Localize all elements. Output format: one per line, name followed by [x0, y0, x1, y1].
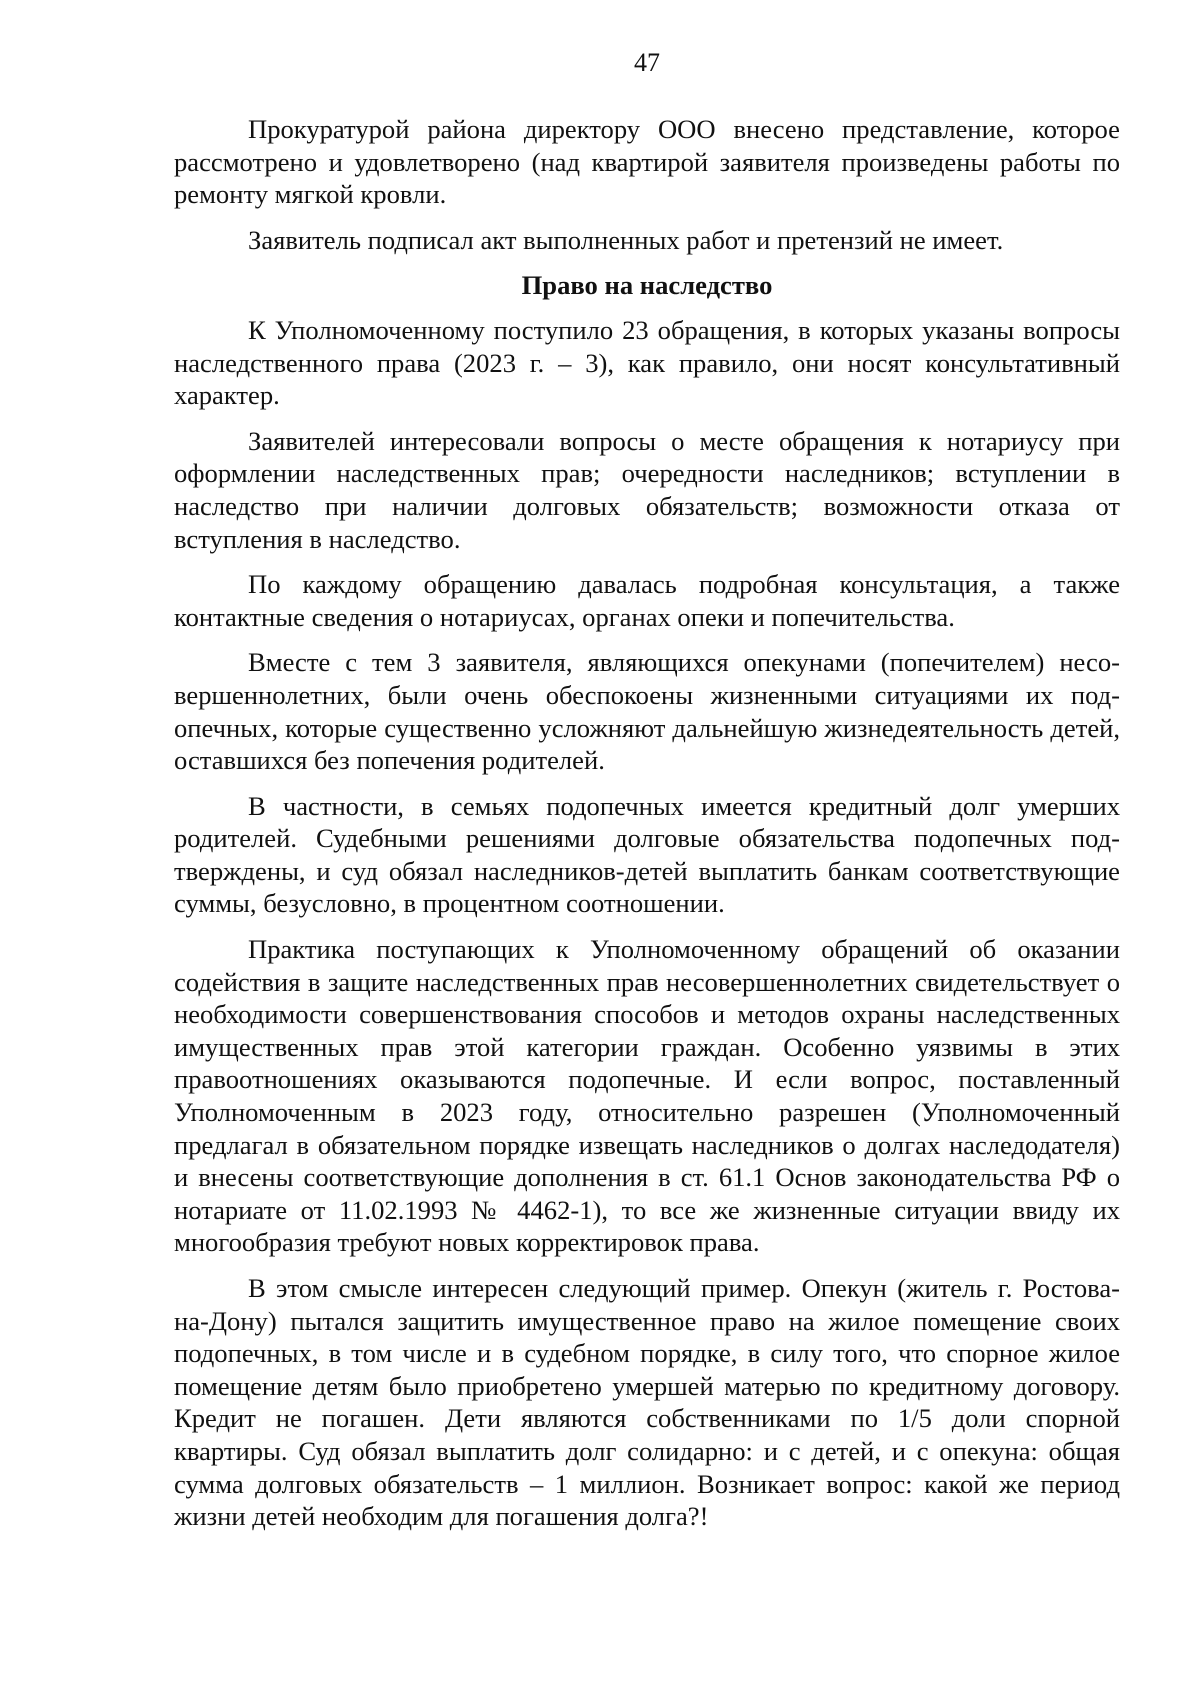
paragraph-credit-debt: В частности, в семьях подопечных имеется кредитный долг умерших родителей. Судебными решениями долговые обязательства подопечных подтверждены, и суд обязал наследников-детей выплатить банкам соответствующие суммы, безусловно, в процентном соотношении.	[174, 790, 1120, 919]
paragraph-example: В этом смысле интересен следующий пример. Опекун (житель г. Ростова-на-Дону) пытался защитить имущественное право на жилое помещение своих подопечных, в том числе и в судебном порядке, в силу того, что спорное жилое помещение детям было приобретено умершей матерью по кредитному договору. Кредит не погашен. Дети являются собственниками по 1/5 доли спорной квартиры. Суд обязал выплатить долг солидарно: и с детей, и с опекуна: общая сумма долговых обязательств – 1 миллион. Возникает вопрос: какой же период жизни детей необходим для погашения долга?!	[174, 1273, 1120, 1532]
paragraph-prosecutor-representation: Прокуратурой района директору ООО внесено представление, которое рассмотрено и удовлетворено (над квартирой заявителя произведены работы по ремонту мягкой кровли.	[174, 114, 1120, 210]
document-body	[174, 113, 1120, 1546]
section-heading-inheritance-right: Право на наследство	[521, 270, 773, 301]
paragraph-practice: Практика поступающих к Уполномоченному обращений об оказании содействия в защите наследственных прав несовершеннолетних свидетельствует о необходимости совершенствования способов и методов охраны наследственных имущественных прав этой категории граждан. Особенно уязвимы в этих правоотношениях оказываются подопечные. И если вопрос, поставленный Уполномоченным в 2023 году, относительно разрешен (Уполномоченный предлагал в обязательном порядке извещать наследников о долгах наследодателя) и внесены соответствующие дополнения в ст. 61.1 Основ законодательства РФ о нотариате от 11.02.1993 № 4462-1), то все же жизненные ситуации ввиду их многообразия требуют новых корректировок права.	[174, 934, 1120, 1258]
page-number: 47	[634, 48, 660, 77]
paragraph-appeals-count: К Уполномоченному поступило 23 обращения, в которых указаны вопросы наследственного права (2023 г. – 3), как правило, они носят консультативный характер.	[174, 314, 1120, 411]
paragraph-consultation: По каждому обращению давалась подробная консультация, а также контактные сведения о нотариусах, органах опеки и попечительства.	[174, 569, 1120, 632]
paragraph-guardians-concern: Вместе с тем 3 заявителя, являющихся опекунами (попечителем) несовершеннолетних, были очень обеспокоены жизненными ситуациями их подопечных, которые существенно усложняют дальнейшую жизнедеятельность детей, оставшихся без попечения родителей.	[174, 647, 1120, 776]
paragraph-applicant-interests: Заявителей интересовали вопросы о месте обращения к нотариусу при оформлении наследственных прав; очередности наследников; вступлении в наследство при наличии долговых обязательств; возможности отказа от вступления в наследство.	[174, 425, 1120, 554]
document-page	[174, 0, 1120, 1698]
paragraph-applicant-signed-act: Заявитель подписал акт выполненных работ и претензий не имеет.	[248, 224, 1004, 255]
